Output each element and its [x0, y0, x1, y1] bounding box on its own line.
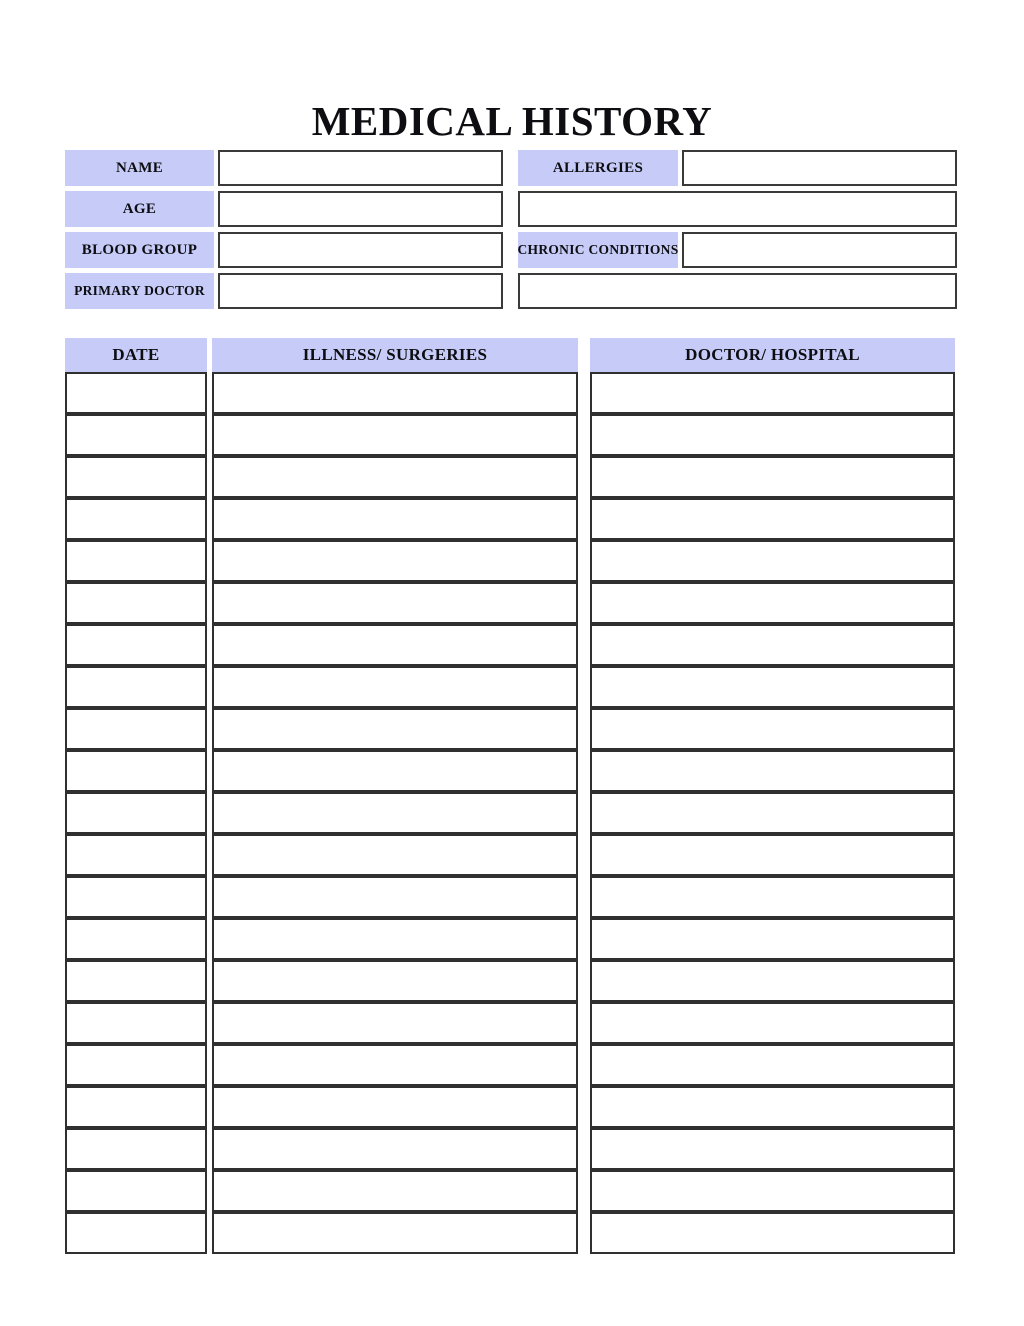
cell-doctor[interactable]: [590, 1212, 955, 1254]
table-row: [65, 960, 955, 1002]
input-blood-group[interactable]: [218, 232, 503, 268]
table-row: [65, 1002, 955, 1044]
table-row: [65, 1044, 955, 1086]
cell-date[interactable]: [65, 1044, 207, 1086]
input-age[interactable]: [218, 191, 503, 227]
cell-date[interactable]: [65, 666, 207, 708]
cell-illness[interactable]: [212, 666, 578, 708]
cell-date[interactable]: [65, 1002, 207, 1044]
info-row-primary-doctor: [65, 273, 503, 309]
cell-doctor[interactable]: [590, 540, 955, 582]
cell-date[interactable]: [65, 834, 207, 876]
cell-date[interactable]: [65, 792, 207, 834]
cell-illness[interactable]: [212, 708, 578, 750]
info-row-name: [65, 150, 503, 186]
table-row: [65, 708, 955, 750]
cell-illness[interactable]: [212, 1128, 578, 1170]
cell-illness[interactable]: [212, 498, 578, 540]
input-allergies-continued[interactable]: [518, 191, 957, 227]
cell-illness[interactable]: [212, 876, 578, 918]
table-row: [65, 414, 955, 456]
cell-doctor[interactable]: [590, 918, 955, 960]
input-primary-doctor[interactable]: [218, 273, 503, 309]
cell-doctor[interactable]: [590, 1002, 955, 1044]
input-chronic-conditions-continued[interactable]: [518, 273, 957, 309]
cell-date[interactable]: [65, 960, 207, 1002]
info-row-chronic-conditions: [518, 232, 957, 268]
info-row-allergies: [518, 150, 957, 186]
input-chronic-conditions[interactable]: [682, 232, 957, 268]
info-row-chronic-conditions-continued: [518, 273, 957, 309]
input-allergies[interactable]: [682, 150, 957, 186]
cell-doctor[interactable]: [590, 624, 955, 666]
label-name: NAME: [65, 150, 214, 186]
table-row: [65, 918, 955, 960]
table-row: [65, 834, 955, 876]
cell-date[interactable]: [65, 456, 207, 498]
table-row: [65, 1170, 955, 1212]
cell-date[interactable]: [65, 624, 207, 666]
cell-illness[interactable]: [212, 540, 578, 582]
cell-illness[interactable]: [212, 1044, 578, 1086]
cell-date[interactable]: [65, 750, 207, 792]
cell-doctor[interactable]: [590, 582, 955, 624]
table-row: [65, 456, 955, 498]
cell-illness[interactable]: [212, 960, 578, 1002]
cell-date[interactable]: [65, 1128, 207, 1170]
column-header-illness-surgeries: ILLNESS/ SURGERIES: [212, 338, 578, 372]
cell-date[interactable]: [65, 876, 207, 918]
table-row: [65, 1086, 955, 1128]
cell-date[interactable]: [65, 1086, 207, 1128]
cell-doctor[interactable]: [590, 792, 955, 834]
label-chronic-conditions: CHRONIC CONDITIONS: [518, 232, 678, 268]
table-row: [65, 750, 955, 792]
cell-doctor[interactable]: [590, 456, 955, 498]
table-row: [65, 876, 955, 918]
table-row: [65, 540, 955, 582]
cell-date[interactable]: [65, 540, 207, 582]
patient-info-left-column: [65, 150, 503, 309]
info-row-allergies-continued: [518, 191, 957, 227]
page-title: MEDICAL HISTORY: [311, 98, 713, 145]
label-primary-doctor: PRIMARY DOCTOR: [65, 273, 214, 309]
info-row-age: [65, 191, 503, 227]
table-row: [65, 792, 955, 834]
table-row: [65, 1128, 955, 1170]
table-row: [65, 582, 955, 624]
label-blood-group: BLOOD GROUP: [65, 232, 214, 268]
history-table-body: [65, 372, 955, 1254]
cell-doctor[interactable]: [590, 414, 955, 456]
cell-illness[interactable]: [212, 1002, 578, 1044]
cell-doctor[interactable]: [590, 1128, 955, 1170]
patient-info-section: [65, 150, 957, 309]
cell-illness[interactable]: [212, 1086, 578, 1128]
cell-doctor[interactable]: [590, 1170, 955, 1212]
table-row: [65, 372, 955, 414]
table-row: [65, 666, 955, 708]
cell-doctor[interactable]: [590, 498, 955, 540]
cell-illness[interactable]: [212, 1170, 578, 1212]
cell-doctor[interactable]: [590, 1086, 955, 1128]
cell-doctor[interactable]: [590, 1044, 955, 1086]
cell-doctor[interactable]: [590, 834, 955, 876]
cell-illness[interactable]: [212, 918, 578, 960]
column-header-date: DATE: [65, 338, 207, 372]
cell-date[interactable]: [65, 1170, 207, 1212]
cell-illness[interactable]: [212, 372, 578, 414]
table-row: [65, 1212, 955, 1254]
cell-illness[interactable]: [212, 624, 578, 666]
column-header-doctor-hospital: DOCTOR/ HOSPITAL: [590, 338, 955, 372]
cell-doctor[interactable]: [590, 876, 955, 918]
cell-doctor[interactable]: [590, 708, 955, 750]
history-table: [65, 338, 955, 1254]
cell-illness[interactable]: [212, 750, 578, 792]
cell-date[interactable]: [65, 1212, 207, 1254]
cell-date[interactable]: [65, 582, 207, 624]
table-row: [65, 498, 955, 540]
cell-doctor[interactable]: [590, 960, 955, 1002]
cell-illness[interactable]: [212, 1212, 578, 1254]
label-allergies: ALLERGIES: [518, 150, 678, 186]
cell-date[interactable]: [65, 372, 207, 414]
cell-date[interactable]: [65, 414, 207, 456]
history-table-header: [65, 338, 955, 372]
cell-illness[interactable]: [212, 582, 578, 624]
cell-doctor[interactable]: [590, 372, 955, 414]
patient-info-right-column: [518, 150, 957, 309]
cell-date[interactable]: [65, 708, 207, 750]
cell-doctor[interactable]: [590, 750, 955, 792]
cell-date[interactable]: [65, 498, 207, 540]
label-age: AGE: [65, 191, 214, 227]
cell-date[interactable]: [65, 918, 207, 960]
cell-illness[interactable]: [212, 792, 578, 834]
input-name[interactable]: [218, 150, 503, 186]
info-row-blood-group: [65, 232, 503, 268]
cell-illness[interactable]: [212, 456, 578, 498]
cell-illness[interactable]: [212, 834, 578, 876]
cell-illness[interactable]: [212, 414, 578, 456]
cell-doctor[interactable]: [590, 666, 955, 708]
table-row: [65, 624, 955, 666]
